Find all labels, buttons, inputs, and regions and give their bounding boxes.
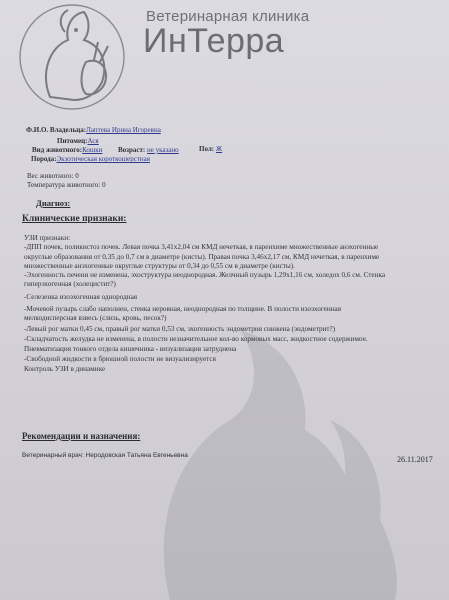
clinical-line: мелкодисперсная взвесь (слизь, кровь, песок?) xyxy=(24,314,167,322)
doctor-signature-line: Ветеринарный врач: Неродовская Татьяна Евгеньевна xyxy=(22,452,188,459)
clinical-line: Контроль УЗИ в динамике xyxy=(24,365,106,373)
pet-row xyxy=(57,137,99,146)
clinical-line: множественные анэхогенные округлые структуры от 0,34 до 0,55 см в диаметре (кисты). xyxy=(24,262,295,270)
age-value: не указано xyxy=(147,146,179,154)
clinical-heading: Клинические признаки: xyxy=(22,214,127,224)
recommendations-heading: Рекомендации и назначения: xyxy=(22,431,141,441)
age-row xyxy=(118,146,179,155)
clinical-line: -Эхогенность печени не изменена, эхоструктура неоднородная. Желчный пузырь 1,29х1,16 см, холедох 0,6 см. Стенка xyxy=(24,271,386,279)
weight-text: Вес животного: 0 xyxy=(27,172,79,180)
age-label: Возраст: xyxy=(118,146,146,154)
document-date: 26.11.2017 xyxy=(397,455,433,464)
pet-value: Ася xyxy=(87,137,99,145)
owner-value: Лаптева Ирина Игоревна xyxy=(86,126,161,134)
clinical-line: -Селезенка изоэхогенная однородная xyxy=(24,293,138,301)
breed-row xyxy=(31,155,150,164)
clinical-line: -Свободной жидкости в брюшной полости не визуализируется xyxy=(24,355,216,363)
sex-label: Пол: xyxy=(199,145,215,153)
clinical-line: гиперэхогенная (холецистит?) xyxy=(24,280,116,288)
clinic-logo-icon xyxy=(10,2,135,112)
clinical-line: Пневматизация тонкого отдела кишечника - визуализация затруднена xyxy=(24,345,237,353)
diagnosis-heading: Диагноз: xyxy=(36,198,71,208)
owner-label: Ф.И.О. Владельца: xyxy=(26,126,87,134)
owner-row xyxy=(26,126,161,135)
temperature-text: Температура животного: 0 xyxy=(27,181,106,189)
pet-label: Питомец: xyxy=(57,137,88,145)
clinical-line: -ДПП почек, поликистоз почек. Левая почка 3,41х2,04 см КМД нечеткая, в паренхиме множественные анэхогенные xyxy=(24,243,379,251)
clinical-line: округлые образования от 0,35 до 0,7 см в диаметре (кисты). Правая почка 3,46х2,17 см, КМД нечеткая, в паренхиме xyxy=(24,253,380,261)
species-label: Вид животного: xyxy=(32,146,83,154)
species-row xyxy=(32,146,102,155)
species-value: Кошки xyxy=(82,146,103,154)
clinical-line: -Складчатость желудка не изменена, в полости незначительное кол-во кормовых масс, жидкостное содержимое. xyxy=(24,335,368,343)
clinic-subtitle: Ветеринарная клиника xyxy=(146,8,310,25)
breed-label: Порода: xyxy=(31,155,57,163)
clinical-line: -Мочевой пузырь слабо наполнен, стенка неровная, неоднородная по толщине. В полости изоэхогенная xyxy=(24,305,342,313)
sex-value: Ж xyxy=(215,145,223,153)
sex-row xyxy=(199,145,222,154)
breed-value: Экзотическая короткошерстная xyxy=(56,155,150,163)
clinical-line: УЗИ признаки: xyxy=(24,234,71,242)
clinical-line: -Левый рог матки 0,45 см, правый рог матки 0,53 см, эхогенность эндометрия снижена (эндометрит?) xyxy=(24,325,336,333)
clinic-name: ИнТерра xyxy=(143,22,285,60)
